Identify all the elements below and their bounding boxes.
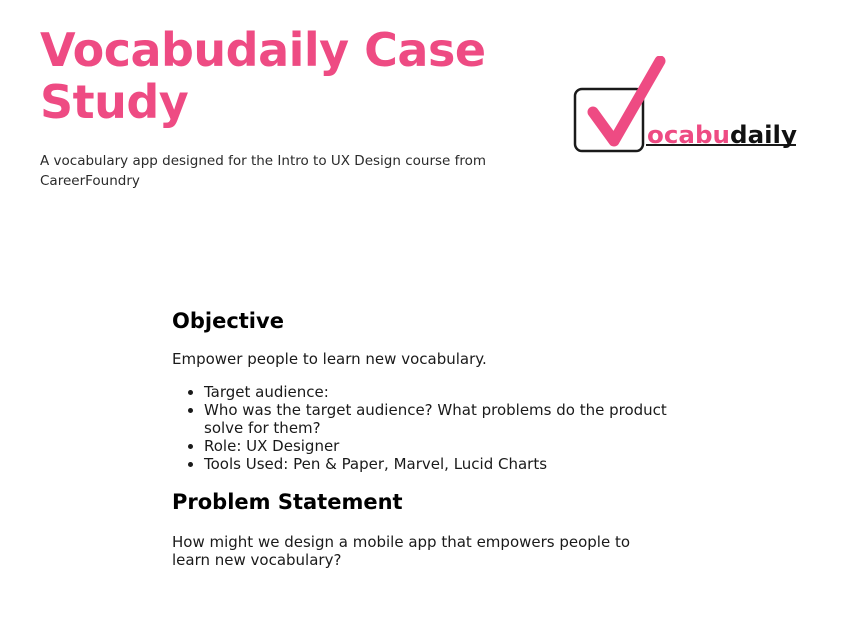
svg-text:ocabudaily	[647, 121, 797, 149]
objective-text: Empower people to learn new vocabulary.	[172, 350, 487, 368]
main-content	[172, 300, 672, 569]
logo-text-dark: daily	[730, 121, 796, 149]
checkbox-check-icon	[572, 56, 804, 156]
problem-statement-heading: Problem Statement	[172, 490, 403, 514]
problem-statement-text: How might we design a mobile app that empowers people to learn new vocabulary?	[172, 533, 631, 569]
list-item: • Role: UX Designer	[204, 437, 674, 455]
list-item: • Tools Used: Pen & Paper, Marvel, Lucid Charts	[204, 455, 674, 473]
list-item: • Who was the target audience? What problems do the product solve for them?	[204, 401, 674, 437]
list-item: • Target audience:	[204, 383, 674, 401]
page-subtitle: A vocabulary app designed for the Intro to UX Design course from CareerFoundry	[40, 153, 487, 189]
objective-bullet-list	[172, 383, 674, 473]
page-title: Vocabudaily Case Study	[40, 23, 486, 129]
objective-heading: Objective	[172, 309, 284, 333]
logo-text-accent: ocabu	[647, 121, 729, 149]
vocabudaily-logo	[572, 56, 804, 156]
